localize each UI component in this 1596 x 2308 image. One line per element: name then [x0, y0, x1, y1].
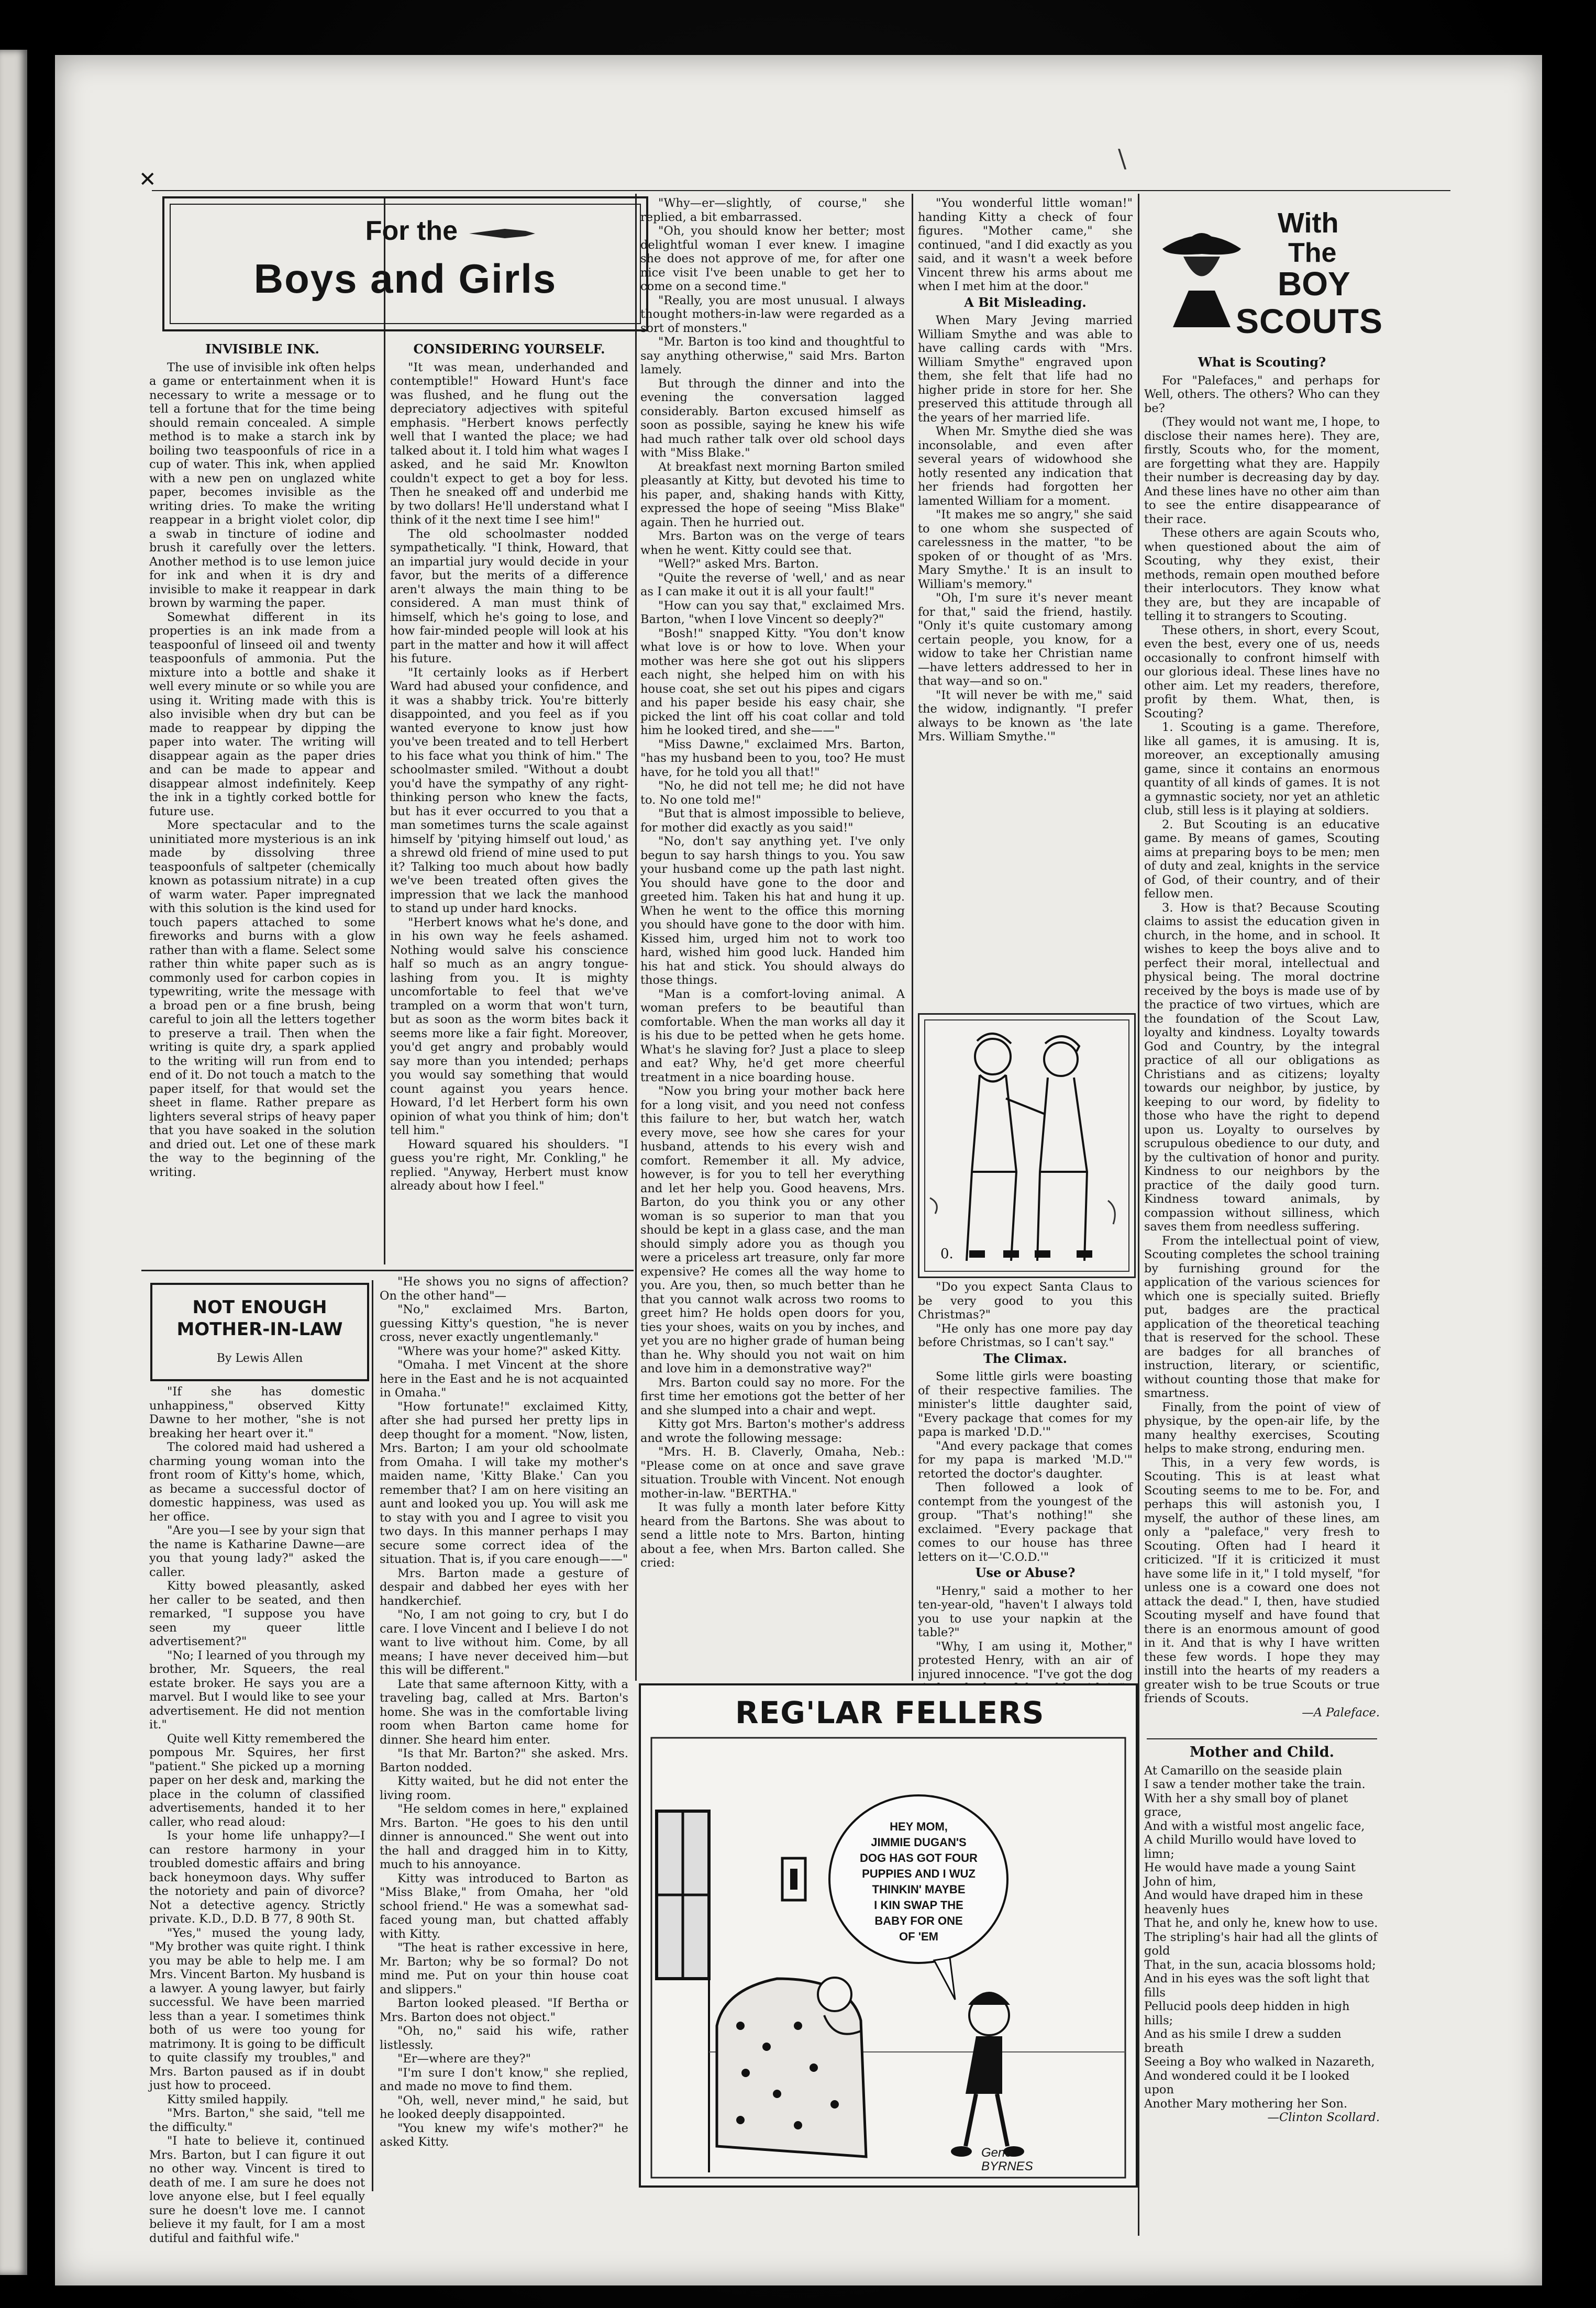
paragraph: "You wonderful little woman!" handing Kitty a check of four figures. "Mother came," she continued, "and I did exactly as you said, and it wasn't a week before Vincent threw his arms about me when I met him at the door."	[918, 196, 1133, 293]
paragraph: Kitty got Mrs. Barton's mother's address and wrote the following message:	[640, 1417, 905, 1445]
story-column-1	[149, 1385, 365, 2245]
story-byline: By Lewis Allen	[216, 1352, 303, 1365]
poem-line: A child Murillo would have loved to limn;	[1144, 1833, 1357, 1861]
paragraph: "Really, you are most unusual. I always thought mothers-in-law were regarded as a sort of monsters."	[640, 293, 905, 335]
paragraph: The use of invisible ink often helps a game or entertainment when it is necessary to write a message or to tell a fortune that for the time being should remain concealed. A simple method is to make a starch ink by boiling two teaspoonfuls of rice in a cup of water. This ink, when applied with a new pen on unglazed white paper, becomes invisible as the writing dries. To make the writing reappear in a bright violet color, dip a swab in tincture of iodine and brush it carefully over the letters. Another method is to use lemon juice for ink and when it is dry and invisible to make it reappear in dark brown by warming the paper.	[149, 360, 375, 610]
paragraph: "You knew my wife's mother?" he asked Kitty.	[380, 2121, 628, 2149]
poem-line: With her a shy small boy of planet grace,	[1144, 1791, 1348, 1819]
considering-heading: CONSIDERING YOURSELF.	[413, 341, 605, 357]
column-rule	[635, 194, 637, 1681]
top-mark: \	[1118, 144, 1127, 173]
paragraph: But through the dinner and into the evening the conversation lagged considerably. Barton excused himself as soon as possible, saying he knew his wife had much rather talk over old school days with "Miss Blake."	[640, 376, 905, 460]
paragraph: Then followed a look of contempt from the youngest of the group. "That's nothing!" she exclaimed. "Every package that comes to our house has three letters on it—'C.O.D.'"	[918, 1481, 1133, 1564]
paragraph: "Mrs. H. B. Claverly, Omaha, Neb.: "Please come on at once and save grave situation. Trouble with Vincent. Not enough mother-in-law. "BERTHA."	[640, 1445, 905, 1501]
paragraph: "I hate to believe it, continued Mrs. Barton, but I can figure it out no other way. Vincent is tired to death of me. I am sure he does not love anyone else, but I feel equally sure he doesn't love me. I cannot believe it my fault, for I am a most dutiful and faithful wife."	[149, 2134, 365, 2245]
paragraph: "Why—er—slightly, of course," she replied, a bit embarrassed.	[640, 196, 905, 224]
speech-line: OF 'EM	[899, 1930, 938, 1943]
paragraph: "Where was your home?" asked Kitty.	[397, 1344, 622, 1358]
poem-line: Seeing a Boy who walked in Nazareth,	[1144, 2055, 1375, 2069]
speech-line: I KIN SWAP THE	[874, 1899, 963, 1912]
header-line2: Boys and Girls	[253, 256, 557, 302]
paragraph: "Oh, you should know her better; most delightful woman I ever knew. I imagine she does not approve of me, for after one nice visit I've been unable to get her to come on a second time."	[640, 224, 905, 293]
boys-girls-header-box	[162, 196, 648, 331]
paragraph: "Yes," mused the young lady, "My brother was quite right. I think you may be able to help me. I am Mrs. Vincent Barton. My husband is a lawyer. A young lawyer, but fairly successful. We have been married less than a year. I sometimes think both of us were too young for matrimony. It is going to be difficult to quite classify my troubles," and Mrs. Barton paused as if in doubt just how to proceed.	[149, 1926, 365, 2092]
paragraph: "And every package that comes for my papa is marked 'M.D.'" retorted the doctor's daughter.	[918, 1439, 1133, 1481]
newspaper-page	[55, 55, 1542, 2285]
svg-text:0.: 0.	[940, 1246, 954, 1262]
paragraph: The old schoolmaster nodded sympathetically. "I think, Howard, that an impartial jury would decide in your favor, but the merits of a difference aren't always the main thing to be considered. A man must think of himself, which he's going to lose, and how fair-minded people will look at his part in the matter and how it will affect his future.	[390, 527, 628, 665]
paragraph: "Are you—I see by your sign that the name is Katharine Dawne—are you that young lady?" asked the caller.	[149, 1524, 365, 1579]
paragraph: Finally, from the point of view of physique, by the open-air life, by the many healthy exercises, Scouting helps to make strong, enduring men.	[1144, 1400, 1380, 1456]
top-rule	[152, 190, 1450, 191]
paragraph: "Bosh!" snapped Kitty. "You don't know what love is or how to love. When your mother was here she got out his slippers each night, she helped him on with his house coat, she set out his pipes and cigars and his paper beside his easy chair, she picked the lint off his coat collar and told him he looked tired, and she——"	[640, 626, 905, 737]
paragraph: "No, don't say anything yet. I've only begun to say harsh things to you. You saw your husband come up the path last night. You should have gone to the door and greeted him. Taken his hat and hung it up. When he went to the office this morning you should have gone to the door with him. Kissed him, urged him not to work too hard, wished him good luck. Handed him his hat and stick. You should always do those things.	[640, 835, 905, 987]
paragraph: "He shows you no signs of affection? On the other hand"—	[380, 1275, 628, 1303]
story-column-3	[640, 196, 905, 1678]
paragraph: "It will never be with me," said the widow, indignantly. "I prefer always to be known as 'the late Mrs. William Smythe.'"	[918, 688, 1133, 744]
corner-mark: ✕	[139, 168, 157, 192]
paragraph: These others are again Scouts who, when questioned about the aim of Scouting, why they exist, their methods, remain open mouthed before their interlocutors. They know what they are, but they are incapable of telling it to strangers to Scouting.	[1144, 526, 1380, 623]
poem-line: Pellucid pools deep hidden in high hills;	[1144, 2000, 1350, 2027]
paragraph: Late that same afternoon Kitty, with a traveling bag, called at Mrs. Barton's home. She was in the comfortable living room when Barton came home for dinner. She heard him enter.	[380, 1677, 628, 1747]
scouts-signature: —A Paleface.	[1302, 1705, 1380, 1719]
poem-line: That, in the sun, acacia blossoms hold;	[1144, 1958, 1376, 1972]
column-rule	[912, 194, 913, 1681]
paragraph: "No; I learned of you through my brother, Mr. Squeers, the real estate broker. He says you are a marvel. But I would like to see your advertisement. He did not mention it."	[149, 1648, 365, 1732]
paragraph: "It makes me so angry," she said to one whom she suspected of carelessness in the matter, "to be spoken of or thought of as 'Mrs. Mary Smythe.' It is an insult to William's memory."	[918, 508, 1133, 591]
invisible-ink-article	[149, 340, 375, 1267]
paragraph: More spectacular and to the uninitiated more mysterious is an ink made by dissolving three teaspoonfuls of saltpeter (chemically known as potassium nitrate) in a cup of warm water. Paper impregnated with this solution is the kind used for touch papers attached to some fireworks and burns with a glow rather than with a flame. Select some rather thin white paper such as is commonly used for carbon copies in typewriting, write the message with a broad pen or a fine brush, being careful to join all the letters together to preserve a trail. Then when the writing is quite dry, a spark applied to the writing will run from end to end of it. Do not touch a match to the paper itself, for that would set the sheet in flame. Rather prepare as lighters several strips of heavy paper that you have soaked in the solution and dried out. Let one of these mark the way to the beginning of the writing.	[149, 818, 375, 1179]
header-line1: For the	[365, 216, 458, 246]
paragraph: "Miss Dawne," exclaimed Mrs. Barton, "has my husband been to you, too? He must have, for he told you all that!"	[640, 737, 905, 779]
paragraph: "How can you say that," exclaimed Mrs. Barton, "when I love Vincent so deeply?"	[640, 598, 905, 626]
paragraph: "Oh, well, never mind," he said, but he looked deeply disappointed.	[380, 2093, 628, 2121]
poem-line: And as his smile I drew a sudden breath	[1144, 2027, 1342, 2055]
speech-line: THINKIN' MAYBE	[872, 1883, 966, 1896]
boy-scouts-header	[1157, 207, 1382, 348]
paragraph: Barton looked pleased. "If Bertha or Mrs. Barton does not object."	[380, 1996, 628, 2024]
paragraph: These others, in short, every Scout, even the best, every one of us, needs occasionally to confront himself with our glorious ideal. These lines have no other aim. Let my readers, therefore, profit by them. What, then, is Scouting?	[1144, 623, 1380, 720]
paragraph: Mrs. Barton made a gesture of despair and dabbed her eyes with her handkerchief.	[380, 1566, 628, 1608]
comic-signature	[981, 2146, 1033, 2173]
paragraph: "I'm sure I don't know," she replied, and made no move to find them.	[380, 2066, 628, 2093]
paragraph: Kitty waited, but he did not enter the living room.	[380, 1774, 628, 1802]
paragraph: Kitty was introduced to Barton as "Miss Blake," from Omaha, her "old school friend." He was a somewhat sad-faced young man, but chatted affably with Kitty.	[380, 1871, 628, 1941]
section-rule	[1147, 1738, 1377, 1739]
signature-line: BYRNES	[981, 2159, 1033, 2173]
poem-line: He would have made a young Saint John of him,	[1144, 1861, 1356, 1889]
paragraph: "Oh, no," said his wife, rather listlessly.	[380, 2024, 628, 2052]
paragraph: When Mary Jeving married William Smythe and was able to have calling cards with "Mrs. William Smythe" engraved upon them, she felt that life had no higher pride in store for her. She preserved this attitude through all the years of her married life.	[918, 314, 1133, 425]
poem-line: At Camarillo on the seaside plain	[1144, 1763, 1343, 1778]
poem-line: And with a wistful most angelic face,	[1144, 1819, 1365, 1833]
classified-ad: Is your home life unhappy?—I can restore harmony in your troubled domestic affairs and bring back honeymoon days. Why suffer the notoriety and pain of divorce? Not a detective agency. Strictly private. K.D., D.D. B 77, 8 90th St.	[149, 1829, 365, 1926]
scouts-heading: What is Scouting?	[1198, 354, 1326, 370]
story-column-4	[918, 196, 1133, 1003]
scout-hat-icon	[1157, 212, 1246, 332]
speech-line: JIMMIE DUGAN'S	[871, 1836, 967, 1849]
paragraph: "Oh, I'm sure it's never meant for that," said the friend, hastily. "Only it's quite customary among certain people, you know, for a widow to take her Christian name—have letters addressed to her in that way—and so on."	[918, 591, 1133, 688]
paragraph: Kitty bowed pleasantly, asked her caller to be seated, and then remarked, "I suppose you have seen my queer little advertisement?"	[149, 1579, 365, 1648]
paragraph: Mrs. Barton was on the verge of tears when he went. Kitty could see that.	[640, 529, 905, 557]
paragraph: "Omaha. I met Vincent at the shore here in the East and he is not acquainted in Omaha."	[380, 1358, 628, 1400]
poem-line: And wondered could it be I looked upon	[1144, 2069, 1350, 2096]
paragraph: Some little girls were boasting of their respective families. The minister's little daughter said, "Every package that comes for my papa is marked 'D.D.'"	[918, 1370, 1133, 1439]
paragraph: "Mr. Barton is too kind and thoughtful to say anything otherwise," said Mrs. Barton lamely.	[640, 335, 905, 376]
poem-line: I saw a tender mother take the train.	[1144, 1778, 1366, 1791]
comic-title: REG'LAR FELLERS	[735, 1695, 1045, 1730]
column-rule	[372, 1280, 373, 2191]
section-rule	[141, 1270, 634, 1271]
paragraph: "Is that Mr. Barton?" she asked. Mrs. Barton nodded.	[380, 1747, 628, 1774]
paragraph: "It certainly looks as if Herbert Ward had abused your confidence, and it was a shabby trick. You're bitterly disappointed, and you feel as if you wanted everyone to know just how you've been treated and to tell Herbert to his face what you think of him." The schoolmaster smiled. "Without a doubt you'd have the sympathy of any right-thinking person who knew the facts, but has it ever occurred to you that a man sometimes turns the scale against himself by 'pitying himself out loud,' as a shrewd old friend of mine used to put it? Talking too much about how badly we've been treated often gives the impression that we lack the manhood to stand up under hard knocks.	[390, 665, 628, 915]
paragraph: "Mrs. Barton," she said, "tell me the difficulty."	[149, 2106, 365, 2134]
paragraph: "How fortunate!" exclaimed Kitty, after she had pursed her pretty lips in deep thought for a moment. "Now, listen, Mrs. Barton; I am your old schoolmate from Omaha. I will take my mother's maiden name, 'Kitty Blake.' Can you remember that? I am on here visiting an aunt and looked you up. You will ask me to stay with you and I agree to visit you two days. In this manner perhaps I may secure some correct idea of the situation. That is, if you care enough——"	[380, 1400, 628, 1566]
paragraph: At breakfast next morning Barton smiled pleasantly at Kitty, but devoted his time to his paper, and, shaking hands with Kitty, expressed the hope of seeing "Miss Blake" again. Then he hurried out.	[640, 460, 905, 529]
paragraph: This, in a very few words, is Scouting. This is at least what Scouting seems to me to be. For, and perhaps this will astonish you, I myself, the author of these lines, am only a "paleface," very fresh to Scouting. Often had I heard it criticized. "If it is criticized it must have some life in it," I told myself, "for unless one is a coward one does not attack the dead." I, then, have studied Scouting myself and have found that there is an enormous amount of good in it. And that is why I have written these few words. I hope they may instill into the hearts of my readers a greater wish to be true Scouts or true friends of Scouts.	[1144, 1456, 1380, 1705]
paragraph: "Well?" asked Mrs. Barton.	[658, 557, 819, 571]
mother-in-law-title-box	[150, 1283, 369, 1381]
paragraph: 2. But Scouting is an educative game. By means of games, Scouting aims at preparing boys to be men; men of duty and zeal, knights in the service of God, of their country, and of their fellow men.	[1144, 817, 1380, 901]
poem-line: And in his eyes was the soft light that fills	[1144, 1972, 1370, 2000]
paragraph: When Mr. Smythe died she was inconsolable, and even after several years of widowhood she hotly resented any indication that her friends had forgotten her lamented William for a moment.	[918, 425, 1133, 508]
reglar-fellers-comic	[639, 1683, 1138, 2188]
speech-line: DOG HAS GOT FOUR	[860, 1851, 978, 1865]
two-women-drawing	[919, 1015, 1134, 1277]
santa-cartoon-illustration	[918, 1013, 1136, 1278]
use-abuse-heading: Use or Abuse?	[975, 1565, 1076, 1580]
pointing-hand-icon	[468, 225, 536, 245]
paragraph: "Henry," said a mother to her ten-year-old, "haven't I always told you to use your napkin at the table?"	[918, 1584, 1133, 1639]
speech-line: HEY MOM,	[890, 1820, 948, 1833]
poem-title: Mother and Child.	[1189, 1744, 1335, 1760]
paragraph: "Herbert knows what he's done, and in his own way he feels ashamed. Nothing would salve his conscience half so much as an angry tongue-lashing from you. It is mighty uncomfortable to feel that we've trampled on a worm that won't turn, but as soon as the worm bites back it seems more like a fair fight. Moreover, you'd get angry and probably would say more than you intended; perhaps you would say something that would count against you years hence. Howard, I'd let Herbert form his own opinion of what you think of him; don't tell him."	[390, 915, 628, 1137]
climax-heading: The Climax.	[983, 1350, 1067, 1366]
paragraph: (They would not want me, I hope, to disclose their names here). They are, firstly, Scouts who, for the moment, are forgetting what they are. Happily their number is decreasing day by day. And these lines have no other aim than to see the entire disappearance of their race.	[1144, 415, 1380, 526]
considering-yourself-article	[390, 340, 628, 1267]
cartoon-caption: "Do you expect Santa Claus to be very good to you this Christmas?"	[918, 1280, 1133, 1322]
scouts-title-boy: BOY	[1278, 265, 1350, 303]
signature-line: Gene	[981, 2146, 1012, 2160]
paragraph: "Man is a comfort-loving animal. A woman prefers to be beautiful than comfortable. When the man works all day it is his due to be petted when he gets home. What's he slaving for? Just a place to sleep and eat? Why, he'd get more cheerful treatment in a nice boarding house.	[640, 987, 905, 1084]
speech-line: PUPPIES AND I WUZ	[862, 1867, 976, 1880]
scouts-title-scouts: SCOUTS	[1236, 302, 1383, 340]
story-column-2	[380, 1275, 628, 2191]
paragraph: "Why, I am using it, Mother," protested Henry, with an air of injured innocence. "I've got the dog	[918, 1639, 1133, 1681]
poem-line: That he, and only he, knew how to use.	[1144, 1916, 1378, 1930]
paragraph: For "Palefaces," and perhaps for Well, others. The others? Who can they be?	[1144, 373, 1380, 415]
cartoon-and-shorts	[918, 1280, 1133, 1681]
poem-line: The stripling's hair had all the glints of gold	[1144, 1930, 1378, 1958]
paragraph: "If she has domestic unhappiness," observed Kitty Dawne to her mother, "she is not breaking her heart over it."	[149, 1385, 365, 1440]
speech-line: BABY FOR ONE	[874, 1914, 963, 1927]
paragraph: "Quite the reverse of 'well,' and as near as I can make it out it is all your fault!"	[640, 571, 905, 598]
paragraph: From the intellectual point of view, Scouting completes the school training by furnishing ground for the application of the various sciences for which one is specially suited. Briefly put, badges are the practical application of the theoretical teaching that is reserved for the school. These are badges for all branches of instruction, literary, or scientific, without counting those that make for smartness.	[1144, 1234, 1380, 1400]
paragraph: 3. How is that? Because Scouting claims to assist the education given in church, in the home, and in school. It wishes to keep the boys alive and to perfect their moral, intellectual and physical being. The moral doctrine received by the boys is made use of by the practice of two virtues, which are the foundation of the Scout Law, loyalty and kindness. Loyalty towards God and Country, by the integral practice of all our obligations as Christians and as citizens; loyalty towards our neighbor, by justice, by keeping to our word, by fidelity to those who have the right to depend upon us. Loyalty to ourselves by scrupulous obedience to our duty, and by the cultivation of honor and purity. Kindness to our neighbors by the practice of the daily good turn. Kindness toward animals, by compassion without silliness, which saves them from needless suffering.	[1144, 901, 1380, 1234]
poem-line: Another Mary mothering her Son.	[1144, 2096, 1348, 2111]
paragraph: "He seldom comes in here," explained Mrs. Barton. "He goes to his den until dinner is announced." She went out into the hall and dragged him in to Kitty, much to his annoyance.	[380, 1802, 628, 1871]
paragraph: "But that is almost impossible to believe, for mother did exactly as you said!"	[640, 807, 905, 835]
paragraph: "Er—where are they?"	[397, 2052, 531, 2066]
scouts-title-the: The	[1288, 238, 1337, 268]
column-rule	[1138, 194, 1139, 2236]
paragraph: "No," exclaimed Mrs. Barton, guessing Kitty's question, "he is never cross, never exactly ungentlemanly."	[380, 1303, 628, 1344]
paragraph: It was fully a month later before Kitty heard from the Bartons. She was about to send a little note to Mrs. Barton, hinting about a fee, when Mrs. Barton called. She cried:	[640, 1501, 905, 1570]
story-title: NOT ENOUGH MOTHER-IN-LAW	[176, 1297, 343, 1340]
paragraph: Quite well Kitty remembered the pompous Mr. Squires, her first "patient." She picked up a morning paper on her desk and, marking the place in the column of classified advertisements, handed it to her caller, who read aloud:	[149, 1732, 365, 1829]
boy-scouts-article	[1144, 353, 1380, 1804]
scouts-title-with: With	[1278, 207, 1339, 239]
paragraph: Kitty smiled happily.	[167, 2092, 289, 2106]
paragraph: "No, he did not tell me; he did not have to. No one told me!"	[640, 779, 905, 807]
paragraph: "No, I am not going to cry, but I do care. I love Vincent and I believe I do not want to live without him. Come, by all means; I have never deceived him—but this will be different."	[380, 1608, 628, 1677]
paragraph: Somewhat different in its properties is an ink made from a teaspoonful of linseed oil and twenty teaspoonfuls of ammonia. Put the mixture into a bottle and shake it well every minute or so while you are using it. Writing made with this is also invisible when dry but can be made to reappear by dipping the paper into water. The writing will disappear again as the paper dries and can be made to appear and disappear almost indefinitely. Keep the ink in a tightly corked bottle for future use.	[149, 610, 375, 818]
paragraph: "It was mean, underhanded and contemptible!" Howard Hunt's face was flushed, and he flung out the depreciatory adjectives with spiteful emphasis. "Herbert knows perfectly well that I wanted the place; we had talked about it. I told him what wages I asked, and he said Mr. Knowlton couldn't expect to get a boy for less. Then he sneaked off and underbid me by two dollars! He'll understand what I think of it the next time I see him!"	[390, 360, 628, 527]
cartoon-caption: "He only has one more pay day before Christmas, so I can't say."	[918, 1322, 1133, 1349]
paragraph: 1. Scouting is a game. Therefore, like all games, it is amusing. It is, moreover, an exceptionally amusing game, since it contains an enormous quantity of all kinds of games. It is not a gymnastic society, nor yet an athletic club, still less is it playing at soldiers.	[1144, 720, 1380, 817]
paragraph: Mrs. Barton could say no more. For the first time her emotions got the better of her and she slumped into a chair and wept.	[640, 1375, 905, 1417]
mother-and-child-poem	[1144, 1744, 1380, 2204]
paragraph: "The heat is rather excessive in here, Mr. Barton; why be so formal? Do not mind me. Put on your thin house coat and slippers."	[380, 1941, 628, 1996]
adjacent-page-edge	[0, 50, 27, 2275]
misleading-heading: A Bit Misleading.	[964, 294, 1087, 310]
invisible-ink-heading: INVISIBLE INK.	[205, 341, 319, 357]
column-rule	[384, 196, 385, 1264]
paragraph: "Now you bring your mother back here for a long visit, and you need not confess this failure to her, but watch her, watch every move, see how she cares for your husband, attends to his every wish and comfort. Remember it all. My advice, however, is for you to tell her everything and let her help you. Good heavens, Mrs. Barton, do you think you or any other woman is so superior to man that you should be kept in a glass case, and the man should simply adore you as though you were a priceless art treasure, only far more expensive? He comes all the way home to you. Are you, then, so much better than he that you cannot walk across two rooms to greet him? He holds open doors for you, ties your shoes, waits on you by inches, and yet you are no higher grade of human being than he. Why should you not wait on him and love him in a demonstrative way?"	[640, 1084, 905, 1375]
poem-author: —Clinton Scollard.	[1267, 2111, 1380, 2124]
paragraph: Howard squared his shoulders. "I guess you're right, Mr. Conkling," he replied. "Anyway, Herbert must know already about how I feel."	[390, 1137, 628, 1193]
poem-line: And would have draped him in these heavenly hues	[1144, 1889, 1363, 1916]
comic-speech-balloon	[839, 1819, 999, 1945]
paragraph: The colored maid had ushered a charming young woman into the front room of Kitty's home, which, as became a successful doctor of domestic happiness, was used as her office.	[149, 1440, 365, 1524]
